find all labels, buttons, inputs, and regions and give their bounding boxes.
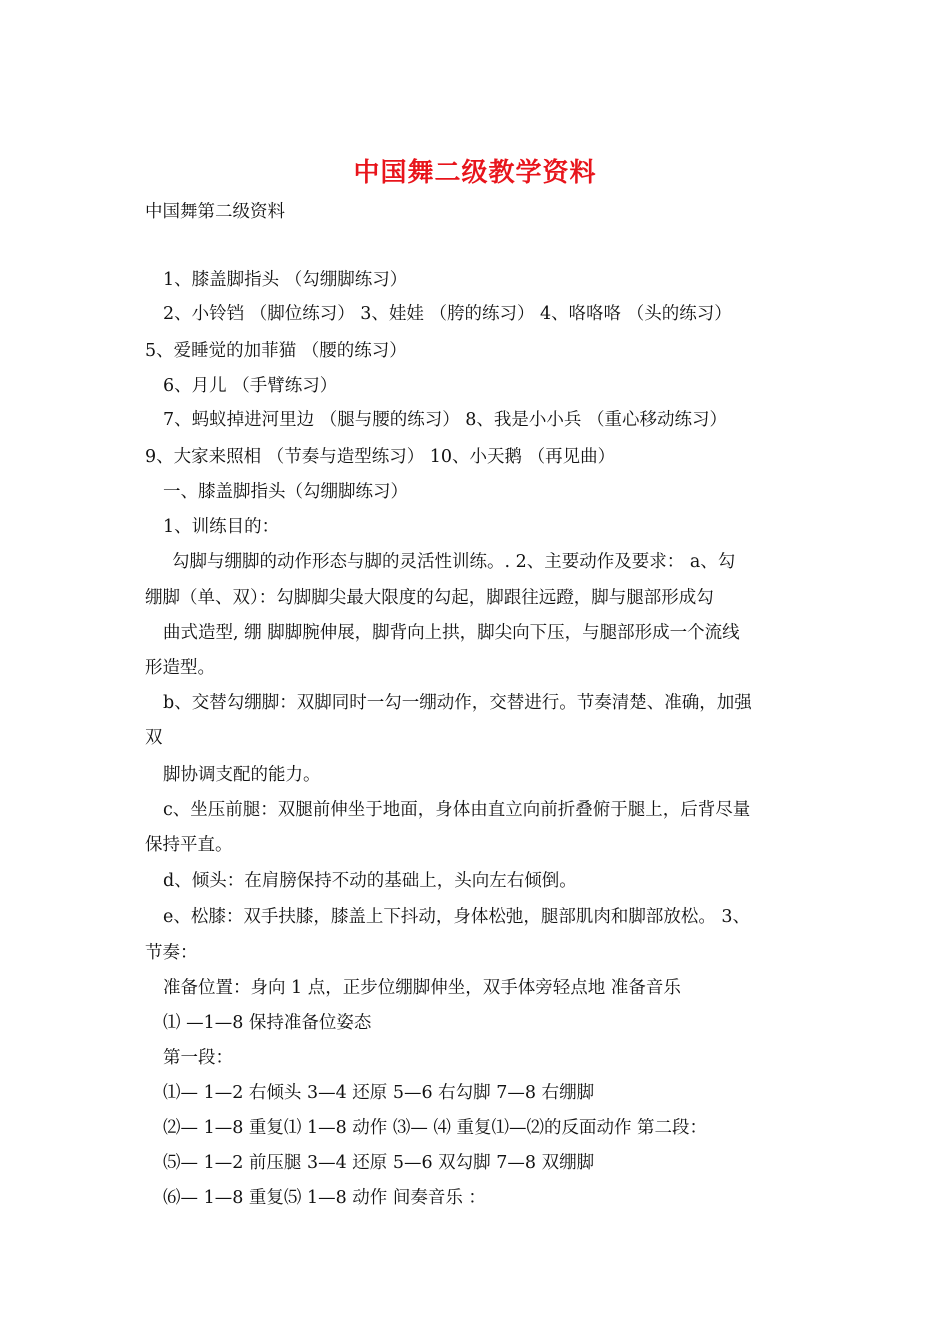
text-line: e、松膝：双手扶膝，膝盖上下抖动，身体松弛，腿部肌肉和脚部放松。 3、 [163,907,751,927]
text-line: 双 [145,728,163,748]
text-line: 7、蚂蚁掉进河里边 （腿与腰的练习） 8、我是小小兵 （重心移动练习） [163,410,727,430]
text-line: 5、爱睡觉的加菲猫 （腰的练习） [145,341,407,361]
text-line: 1、训练目的： [163,517,280,537]
text-line: ⑵— 1—8 重复⑴ 1—8 动作 ⑶— ⑷ 重复⑴—⑵的反面动作 第二段： [163,1118,708,1138]
text-line: ⑴ —1—8 保持准备位姿态 [163,1013,372,1033]
document-title: 中国舞二级教学资料 [353,158,597,188]
text-line: 形造型。 [145,658,215,678]
text-line: d、倾头：在肩膀保持不动的基础上，头向左右倾倒。 [163,871,577,891]
text-line: ⑸— 1—2 前压腿 3—4 还原 5—6 双勾脚 7—8 双绷脚 [163,1153,595,1173]
text-line: b、交替勾绷脚：双脚同时一勾一绷动作，交替进行。节奏清楚、准确，加强 [163,693,752,713]
section-heading: 一、膝盖脚指头（勾绷脚练习） [163,482,408,502]
text-line: 绷脚（单、双）：勾脚脚尖最大限度的勾起，脚跟往远蹬，脚与腿部形成勾 [145,588,714,608]
text-line: 2、小铃铛 （脚位练习） 3、娃娃 （胯的练习） 4、咯咯咯 （头的练习） [163,304,732,324]
text-line: 勾脚与绷脚的动作形态与脚的灵活性训练。. 2、主要动作及要求： a、勾 [172,552,736,572]
text-line: 第一段： [163,1048,233,1068]
text-line: ⑴— 1—2 右倾头 3—4 还原 5—6 右勾脚 7—8 右绷脚 [163,1083,595,1103]
text-line: 曲式造型, 绷 脚脚腕伸展，脚背向上拱，脚尖向下压，与腿部形成一个流线 [163,623,740,643]
text-line: 节奏： [145,943,198,963]
text-line: ⑹— 1—8 重复⑸ 1—8 动作 间奏音乐 ： [163,1188,486,1208]
text-line: 9、大家来照相 （节奏与造型练习） 10、小天鹅 （再见曲） [145,447,616,467]
text-line: 保持平直。 [145,835,233,855]
text-line: 准备位置：身向 1 点，正步位绷脚伸坐，双手体旁轻点地 准备音乐 [163,978,681,998]
text-line: 脚协调支配的能力。 [163,765,321,785]
text-line: c、坐压前腿：双腿前伸坐于地面，身体由直立向前折叠俯于腿上，后背尽量 [163,800,751,820]
document-subtitle: 中国舞第二级资料 [145,202,285,222]
text-line: 6、月儿 （手臂练习） [163,376,338,396]
text-line: 1、膝盖脚指头 （勾绷脚练习） [163,270,408,290]
